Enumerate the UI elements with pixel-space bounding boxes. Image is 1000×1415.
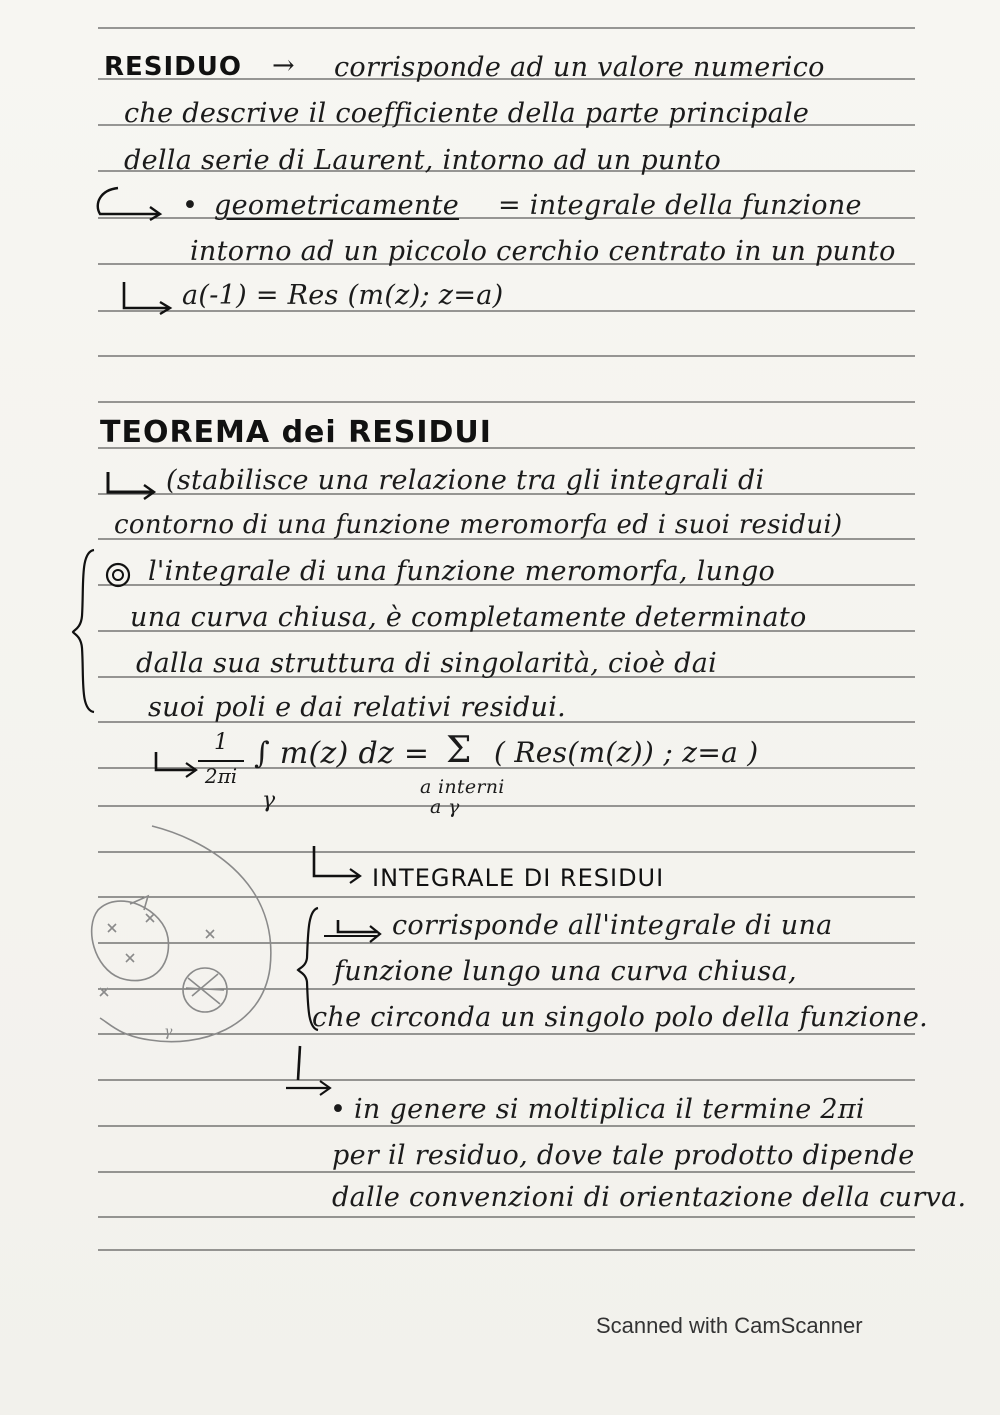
contour-sketch [80, 818, 280, 1058]
residuo-title: RESIDUO [104, 52, 242, 82]
integrale-note-1: in genere si moltiplica il termine 2πi [354, 1094, 865, 1125]
hook-arrow-icon [88, 180, 183, 230]
corner-arrow-icon [282, 1044, 346, 1096]
teorema-stmt-2: una curva chiusa, è completamente determinato [130, 602, 807, 633]
integrale-line-3: che circonda un singolo polo della funzione. [312, 1002, 928, 1033]
integrale-title: INTEGRALE DI RESIDUI [372, 864, 665, 892]
teorema-stmt-4: suoi poli e dai relativi residui. [148, 692, 567, 723]
teorema-desc-2: contorno di una funzione meromorfa ed i suoi residui) [114, 510, 843, 540]
integrale-note-3: dalle convenzioni di orientazione della curva. [332, 1182, 967, 1213]
formula-integral: ∫ m(z) dz = [254, 736, 430, 771]
arrow-icon: → [272, 50, 295, 81]
formula-denominator: 2πi [204, 764, 238, 788]
formula-numerator: 1 [214, 730, 228, 755]
integrale-line-1: corrisponde all'integrale di una [392, 910, 833, 941]
formula-sum-sub-2: a γ [430, 796, 460, 818]
residuo-formula: a(-1) = Res (m(z); z=a) [182, 280, 504, 311]
corner-arrow-icon [106, 280, 178, 316]
formula-sum-sub: a interni [420, 776, 505, 798]
curly-brace [70, 546, 100, 716]
corner-arrow-icon [96, 470, 166, 502]
teorema-desc-1: (stabilisce una relazione tra gli integrali di [166, 465, 765, 496]
sketch-label: γ [164, 1024, 173, 1040]
double-arrow-icon [320, 918, 388, 944]
teorema-title: TEOREMA dei RESIDUI [100, 415, 492, 450]
residuo-line-3: della serie di Laurent, intorno ad un punto [124, 145, 722, 176]
target-icon [104, 561, 132, 589]
residuo-geom-label: geometricamente [214, 190, 460, 221]
residuo-geom-text: = integrale della funzione [498, 190, 862, 221]
residuo-line-2: che descrive il coefficiente della parte principale [124, 98, 810, 129]
teorema-stmt-1: l'integrale di una funzione meromorfa, lungo [148, 556, 776, 587]
teorema-stmt-3: dalla sua struttura di singolarità, cioè dai [136, 648, 718, 679]
integrale-line-2: funzione lungo una curva chiusa, [334, 956, 797, 987]
formula-gamma: γ [262, 788, 276, 813]
fraction-bar [198, 760, 244, 762]
bullet-icon: • [182, 190, 199, 221]
bullet-icon: • [330, 1094, 347, 1125]
corner-arrow-icon [302, 844, 372, 884]
residuo-geom-line-2: intorno ad un piccolo cerchio centrato in un punto [190, 236, 896, 267]
formula-sigma: Σ [446, 730, 472, 771]
residuo-line-1: corrisponde ad un valore numerico [334, 52, 825, 83]
integrale-note-2: per il residuo, dove tale prodotto dipende [332, 1140, 915, 1171]
formula-sum-body: ( Res(m(z)) ; z=a ) [494, 736, 759, 769]
camscanner-watermark: Scanned with CamScanner [596, 1313, 863, 1338]
